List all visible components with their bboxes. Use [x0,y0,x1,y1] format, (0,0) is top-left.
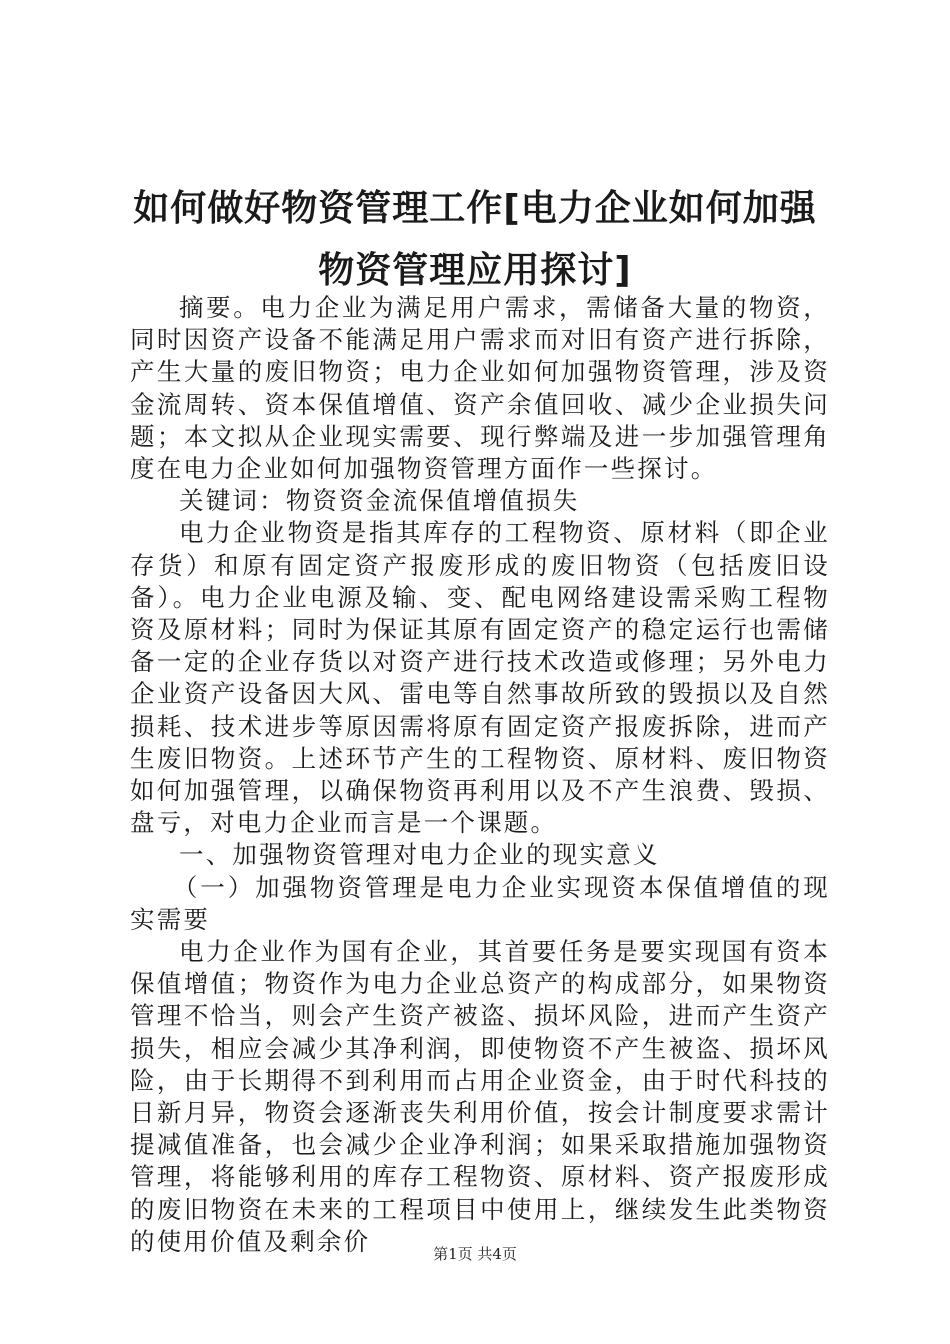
page-number-footer: 第1页 共4页 [433,1245,517,1263]
document-title: 如何做好物资管理工作[电力企业如何加强物资管理应用探讨] [133,188,817,291]
subsection-heading: （一）加强物资管理是电力企业实现资本保值增值的现实需要 [130,872,830,934]
section-paragraph: 电力企业作为国有企业，其首要任务是要实现国有资本保值增值；物资作为电力企业总资产的构成部分，如果物资管理不恰当，则会产生资产被盗、损坏风险，进而产生资产损失，相应会减少其净利润，即使物资不产生被盗、损坏风险，由于长期得不到利用而占用企业资金，由于时代科技的日新月异，物资会逐渐丧失利用价值，按会计制度要求需计提减值准备，也会减少企业净利润；如果采取措施加强物资管理，将能够利用的库存工程物资、原材料、资产报废形成的废旧物资在未来的工程项目中使用上，继续发生此类物资的使用价值及剩余价 [130,937,830,1256]
intro-paragraph: 电力企业物资是指其库存的工程物资、原材料（即企业存货）和原有固定资产报废形成的废旧物资（包括废旧设备）。电力企业电源及输、变、配电网络建设需采购工程物资及原材料；同时为保证其原有固定资产的稳定运行也需储备一定的企业存货以对资产进行技术改造或修理；另外电力企业资产设备因大风、雷电等自然事故所致的毁损以及自然损耗、技术进步等原因需将原有固定资产报废拆除，进而产生废旧物资。上述环节产生的工程物资、原材料、废旧物资如何加强管理，以确保物资再利用以及不产生浪费、毁损、盘亏，对电力企业而言是一个课题。 [130,518,830,838]
abstract-paragraph: 摘要。电力企业为满足用户需求，需储备大量的物资，同时因资产设备不能满足用户需求而对旧有资产进行拆除，产生大量的废旧物资；电力企业如何加强物资管理，涉及资金流周转、资本保值增值、资产余值回收、减少企业损失问题；本文拟从企业现实需要、现行弊端及进一步加强管理角度在电力企业如何加强物资管理方面作一些探讨。 [130,293,830,484]
keywords-paragraph: 关键词：物资资金流保值增值损失 [179,486,580,516]
section-heading: 一、加强物资管理对电力企业的现实意义 [179,840,660,870]
document-body [130,292,830,1258]
